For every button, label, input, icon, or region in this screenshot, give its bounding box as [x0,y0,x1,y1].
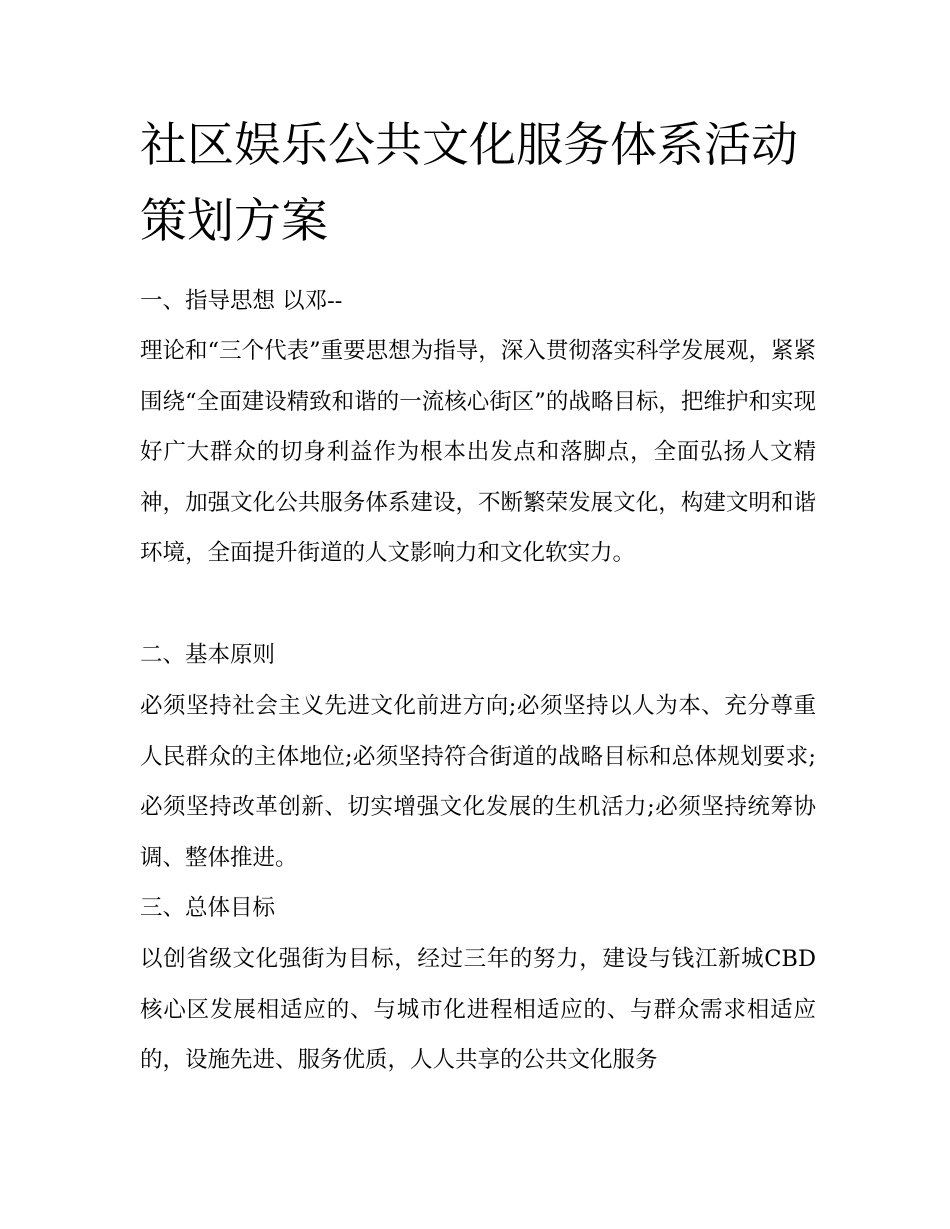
section-body-guiding-ideology: 理论和“三个代表”重要思想为指导，深入贯彻落实科学发展观，紧紧围绕“全面建设精致和谐的一流核心街区”的战略目标，把维护和实现好广大群众的切身利益作为根本出发点和落脚点，全面弘扬人文精神，加强文化公共服务体系建设，不断繁荣发展文化，构建文明和谐环境，全面提升街道的人文影响力和文化软实力。 [140,338,816,566]
document-title: 社区娱乐公共文化服务体系活动策划方案 [140,118,798,249]
section-heading-basic-principles: 二、基本原则 [140,642,276,668]
section-body-basic-principles: 必须坚持社会主义先进文化前进方向;必须坚持以人为本、充分尊重人民群众的主体地位;必须坚持符合街道的战略目标和总体规划要求;必须坚持改革创新、切实增强文化发展的生机活力;必须坚持统筹协调、整体推进。 [140,693,816,871]
section-heading-guiding-ideology: 一、指导思想 以邓-- [140,288,343,314]
section-heading-overall-goal: 三、总体目标 [140,895,276,921]
section-body-overall-goal: 以创省级文化强街为目标，经过三年的努力，建设与钱江新城CBD核心区发展相适应的、与城市化进程相适应的、与群众需求相适应的，设施先进、服务优质，人人共享的公共文化服务 [140,946,816,1073]
